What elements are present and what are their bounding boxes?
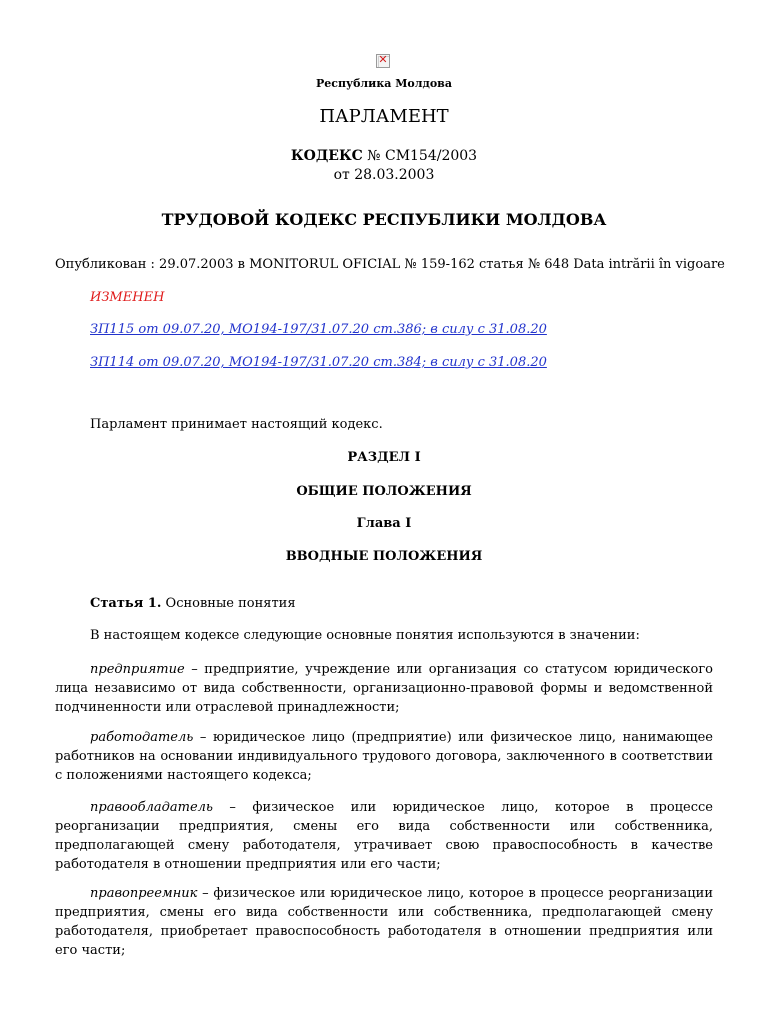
- definition-term: предприятие: [90, 662, 185, 677]
- publication-info: Опубликован : 29.07.2003 в MONITORUL OFICIAL № 159-162 статья № 648 Data intrării în vigoare: [55, 257, 725, 272]
- amendment-link-1[interactable]: ЗП115 от 09.07.20, МО194-197/31.07.20 ст.386; в силу с 31.08.20: [90, 322, 547, 337]
- definition-paragraph: [55, 660, 713, 717]
- definition-paragraph: [55, 798, 713, 874]
- article-heading: [90, 596, 296, 611]
- code-date: от 28.03.2003: [333, 167, 435, 183]
- definition-text: – физическое или юридическое лицо, которое в процессе реорганизации предприятия, смены его вида собственности или собственника, предполагающей смену работодателя, приобретает правоспособность работодателя в отношении предприятия или его части;: [55, 886, 713, 958]
- amended-status: ИЗМЕНЕН: [90, 290, 165, 305]
- broken-image-icon: ✕: [376, 54, 390, 68]
- article-title: Основные понятия: [161, 596, 296, 611]
- section-title: ОБЩИЕ ПОЛОЖЕНИЯ: [296, 484, 472, 499]
- section-number: РАЗДЕЛ I: [347, 450, 421, 465]
- definition-paragraph: [55, 884, 713, 960]
- definition-paragraph: [55, 728, 713, 785]
- definition-text: – предприятие, учреждение или организация со статусом юридического лица независимо от вида собственности, организационно-правовой формы и ведомственной подчиненности или отраслевой принадлежности;: [55, 662, 713, 715]
- definition-text: – юридическое лицо (предприятие) или физическое лицо, нанимающее работников на основании индивидуального трудового договора, заключенного в соответствии с положениями настоящего кодекса;: [55, 730, 713, 783]
- document-title: ТРУДОВОЙ КОДЕКС РЕСПУБЛИКИ МОЛДОВА: [161, 210, 607, 229]
- article-intro: В настоящем кодексе следующие основные понятия используются в значении:: [90, 628, 640, 643]
- adoption-statement: Парламент принимает настоящий кодекс.: [90, 417, 383, 432]
- definition-term: правопреемник: [90, 886, 198, 901]
- definition-term: правообладатель: [90, 800, 213, 815]
- definition-text: – физическое или юридическое лицо, которое в процессе реорганизации предприятия, смены его вида собственности или собственника, предполагающей смену работодателя, утрачивает свою правоспособность в качестве работодателя в отношении предприятия или его части;: [55, 800, 713, 872]
- republic-name: Республика Молдова: [316, 77, 452, 90]
- code-label: КОДЕКС: [290, 148, 363, 164]
- chapter-number: Глава I: [356, 516, 412, 531]
- parliament-heading: ПАРЛАМЕНТ: [319, 106, 449, 127]
- definition-term: работодатель: [90, 730, 194, 745]
- article-label: Статья 1.: [90, 596, 162, 611]
- code-number: [0, 148, 768, 164]
- chapter-title: ВВОДНЫЕ ПОЛОЖЕНИЯ: [285, 549, 483, 564]
- code-number-value: № CM154/2003: [362, 148, 478, 164]
- amendment-link-2[interactable]: ЗП114 от 09.07.20, МО194-197/31.07.20 ст.384; в силу с 31.08.20: [90, 355, 547, 370]
